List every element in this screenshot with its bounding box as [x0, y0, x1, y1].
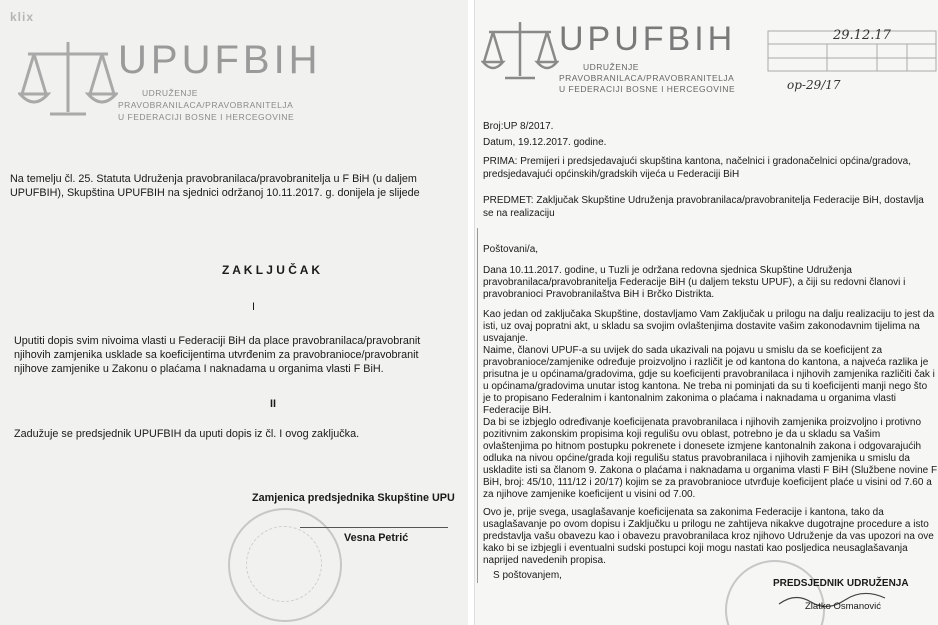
paragraph-1-line: pravobranilaca/pravobranitelja Federacije BiH (u daljem tekstu UPUF), a čiji su redovni članovi i [483, 277, 906, 288]
logo-title: UPUFBIH [118, 38, 322, 82]
section-1-line-2: njihovih zamjenika usklade sa koeficijentima utvrđenim za pravobranioce/pravobranit [14, 349, 419, 361]
paragraph-2-line: Naime, članovi UPUF-a su uvijek do sada ukazivali na pojavu u smislu da se koeficijent za [483, 345, 883, 356]
section-2-text: Zadužuje se predsjednik UPUFBIH da uputi dopis iz čl. I ovog zaključka. [14, 428, 360, 440]
intro-line-1: Na temelju čl. 25. Statuta Udruženja pravobranilaca/pravobranitelja u F BiH (u daljem [10, 173, 417, 185]
logo-sub-1: UDRUŽENJE [583, 62, 639, 72]
paragraph-3-line: usaglašavanje po ovom dopisu i Zaključku u prilogu ne zahtijeva nikakve dugotrajne procedure a isto [483, 519, 929, 530]
paragraph-3-line: naprijed navedenih propisa. [483, 555, 606, 566]
closing: S poštovanjem, [493, 570, 562, 581]
paragraph-2-line: BiH, broj: 45/10, 111/12 i 20/17) kojim se za pravobranioce utvrđuje koeficijent plaće u visini od 7.60 a [483, 477, 932, 488]
paragraph-2-line: u općinama/gradovima unutar istog kantona. Ne treba ni pominjati da su ti koeficijenti manji nego što [483, 381, 928, 392]
margin-line [477, 228, 478, 583]
document-number: Broj:UP 8/2017. [483, 121, 554, 132]
paragraph-2-line: pravobranioce/zamjenike određuje proizvoljno i različit je od kantona do kantona, a najveća razlika je [483, 357, 929, 368]
document-date: Datum, 19.12.2017. godine. [483, 137, 607, 148]
decision-title: Z A K L J U Č A K [222, 263, 321, 277]
handwritten-reference: op-29/17 [787, 78, 841, 92]
paragraph-2-line: ovlaštenjima po hitnom postupku pokrenete i donesete izmjene kantonalnih zakona i odgovarajućih [483, 441, 922, 452]
paragraph-1-line: Dana 10.11.2017. godine, u Tuzli je održana redovna sjednica Skupštine Udruženja [483, 265, 852, 276]
paragraph-2-line: odluka na nivou općine/grada koji regulišu status pravobranilaca i njihovih zamjenika u smislu da [483, 453, 910, 464]
section-1-line-1: Uputiti dopis svim nivoima vlasti u Federaciji BiH da place pravobranilaca/pravobranit [14, 335, 421, 347]
logo-sub-3: U FEDERACIJI BOSNE I HERCEGOVINE [559, 84, 736, 94]
scales-logo-icon [18, 32, 118, 122]
left-document [0, 0, 468, 625]
right-document [474, 0, 938, 625]
subject-line-1: PREDMET: Zaključak Skupštine Udruženja pravobranilaca/pravobranitelja Federacije BiH, dostavlja [483, 195, 924, 206]
recipients-line-2: predsjedavajući općinskih/gradskih vijeća u Federaciji BiH [483, 169, 740, 180]
subject-line-2: se na realizaciju [483, 208, 555, 219]
signatory-title: PREDSJEDNIK UDRUŽENJA [773, 578, 909, 589]
paragraph-2-line: usvajanje. [483, 333, 529, 344]
recipients-line-1: PRIMA: Premijeri i predsjedavajući skupština kantona, načelnici i gradonačelnici općina/gradova, [483, 156, 912, 167]
logo-sub-3: U FEDERACIJI BOSNE I HERCEGOVINE [118, 112, 295, 122]
paragraph-3-line: predstavlja vašu obavezu kao i obavezu pravobranilaca kroz njihovo Udruženje da vas upozori na ove [483, 531, 934, 542]
section-1-number: I [252, 301, 255, 313]
handwritten-date: 29.12.17 [833, 28, 891, 43]
scales-logo-icon [481, 16, 559, 86]
signatory-name: Zlatko Osmanović [805, 601, 882, 612]
paragraph-2-line: je to propisano Federalnim i kantonalnim zakonima o plaćama i naknadama u organima vlasti [483, 393, 896, 404]
logo-sub-1: UDRUŽENJE [142, 88, 198, 98]
logo-sub-2: PRAVOBRANILACA/PRAVOBRANITELJA [118, 100, 294, 110]
stamp-inner-ring [246, 526, 322, 602]
section-1-line-3: njihove zamjenike u Zakonu o plaćama I naknadama u organima vlasti F BiH. [14, 363, 384, 375]
paragraph-2-line: Da bi se izbjeglo određivanje koeficijenata pravobranilaca i njihovih zamjenika proizvoljno i protivno [483, 417, 922, 428]
paragraph-3-line: Ovo je, prije svega, usaglašavanje koeficijenata sa zakonima Federacije i kantona, tako da [483, 507, 884, 518]
signatory-name: Vesna Petrić [344, 532, 409, 544]
watermark: klix [10, 10, 35, 24]
section-2-number: II [270, 398, 276, 410]
paragraph-2-line: za njihove zamjenike koeficijent u visini od 7.00. [483, 489, 696, 500]
signature-line [300, 527, 448, 528]
greeting: Poštovani/a, [483, 244, 539, 255]
signatory-title: Zamjenica predsjednika Skupštine UPU [252, 492, 455, 504]
paragraph-2-line: Federacije BiH. [483, 405, 552, 416]
paragraph-2-line: uskladite isti sa članom 9. Zakona o plaćama i naknadama u organima vlasti F BiH (Službene novine F [483, 465, 938, 476]
paragraph-3-line: kako bi se izbjegli i eventualni sudski postupci koji mogu nastati kao posljedica neusaglašavanja [483, 543, 908, 554]
logo-sub-2: PRAVOBRANILACA/PRAVOBRANITELJA [559, 73, 735, 83]
paragraph-2-line: pozitivnim zakonskim propisima koji regulišu ovu oblast, potrebno je da u skladu sa Vašim [483, 429, 881, 440]
paragraph-2-line: isti, uz ovaj popratni akt, u skladu sa svojim ovlaštenjima dostavite vašim zakonodavnim tijelima na [483, 321, 920, 332]
paragraph-1-line: pravobranioci Pravobranilaštva BiH i Brčko Distrikta. [483, 289, 715, 300]
paragraph-2-line: Kao jedan od zaključaka Skupštine, dostavljamo Vam Zaključak u prilogu na dalju realizaciju to jest da [483, 309, 935, 320]
intro-line-2: UPUFBIH), Skupština UPUFBIH na sjednici održanoj 10.11.2017. g. donijela je slijede [10, 187, 420, 199]
logo-title: UPUFBIH [559, 20, 737, 58]
paragraph-2-line: prisutna je u općinama/gradovima, gdje su koeficijenti pravobranilaca i njihovih zamjenika različiti čak i [483, 369, 935, 380]
